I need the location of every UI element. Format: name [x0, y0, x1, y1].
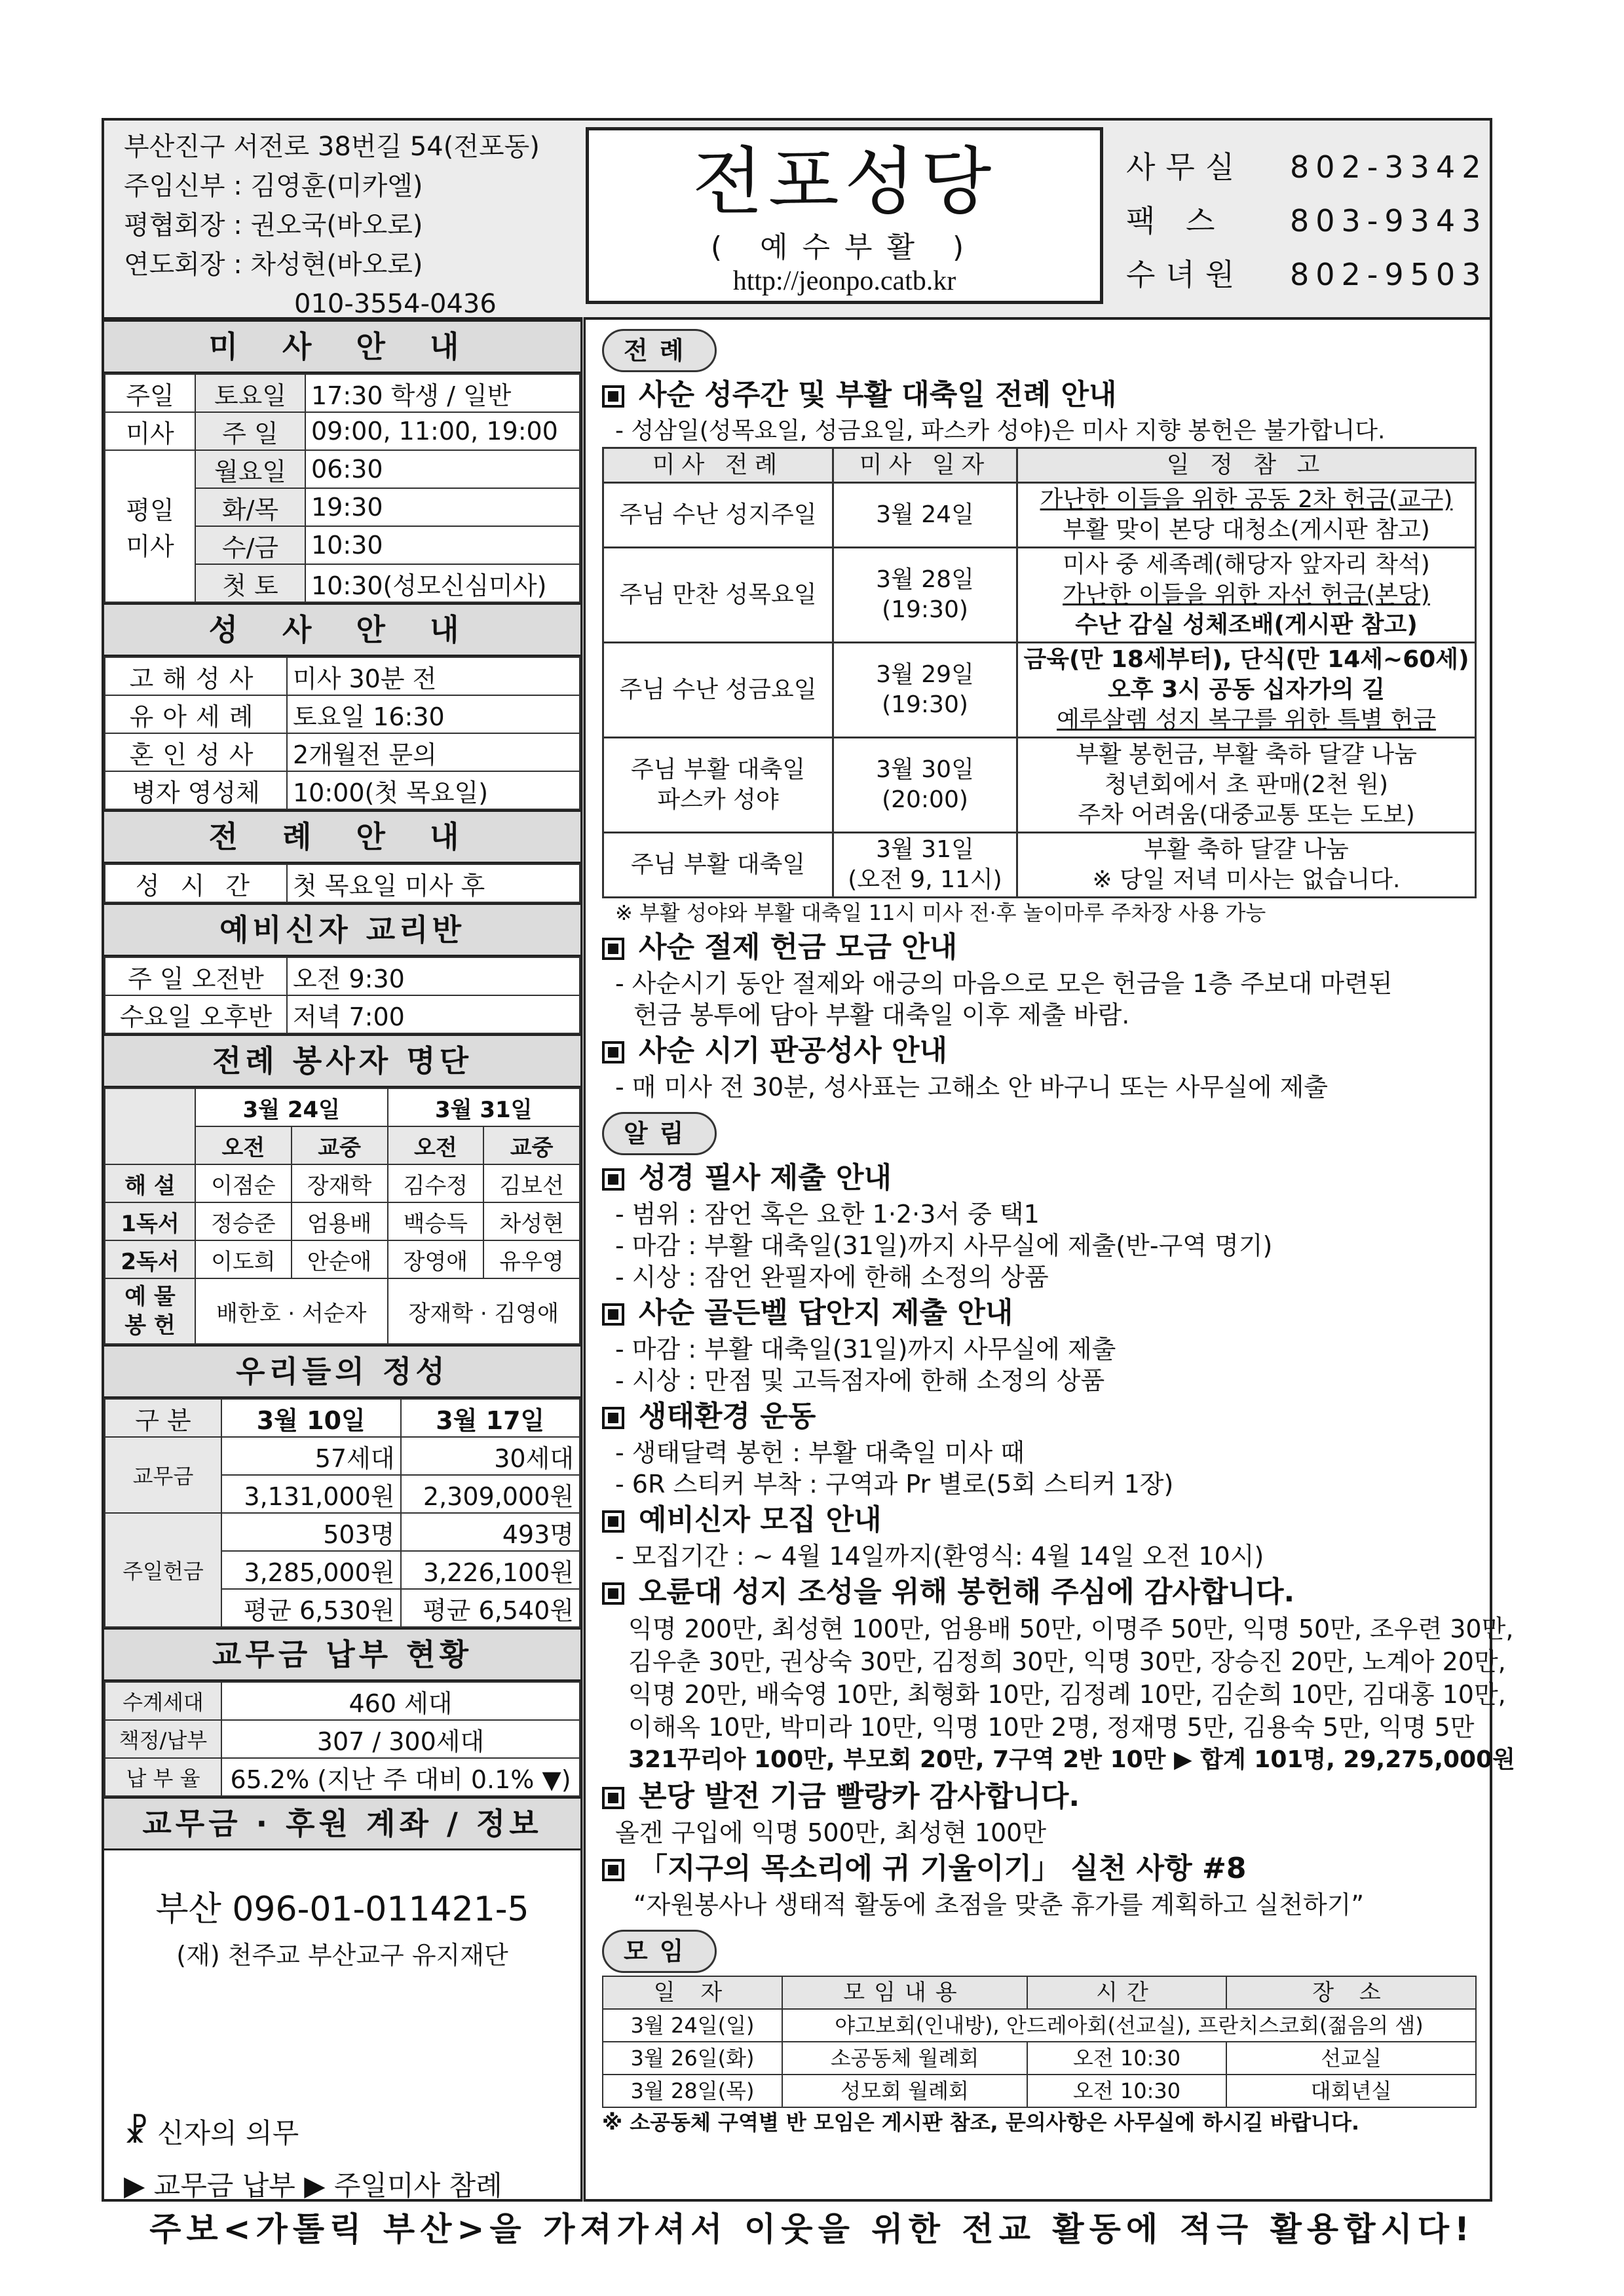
recruit-heading: 예비신자 모집 안내 [589, 1500, 1490, 1540]
tithe-status-title: 교무금 납부 현황 [104, 1628, 580, 1681]
bible-heading: 성경 필사 제출 안내 [589, 1158, 1490, 1198]
council-president: 평협회장 : 권오국(바오로) [124, 210, 423, 240]
table-row: 병자 영성체 10:00(첫 목요일) [105, 771, 580, 809]
servers-table [104, 1088, 580, 1345]
holyweek-footnote: ※ 부활 성야와 부활 대축일 11시 미사 전·후 놀이마루 주차장 사용 가능 [615, 900, 1266, 925]
table-row: 주일헌금 503명 493명 [105, 1513, 580, 1551]
season: ( 예수부활 ) [710, 231, 979, 264]
weekday-label: 평일 미사 [105, 450, 195, 602]
table-row: 1독서 정승준 엄용배 백승득 차성현 [105, 1202, 580, 1240]
table-row: 일 자 모임내용 시간 장 소 [603, 1976, 1476, 2009]
parish-info [124, 127, 540, 324]
table-row: 3,285,000원 3,226,100원 [105, 1551, 580, 1589]
table-row: 평일 미사 월요일 06:30 [105, 450, 580, 488]
donor-line: 익명 20만, 배숙영 10만, 최형화 10만, 김정례 10만, 김순희 10만, 김대홍 10만, [628, 1680, 1506, 1709]
table-row: 교무금 57세대 30세대 [105, 1437, 580, 1475]
catechumen-table [104, 957, 580, 1034]
meeting-pill: 모임 [602, 1930, 717, 1973]
donor-line: 김우춘 30만, 권상숙 30만, 김정희 30만, 익명 30만, 장승진 20만, 노계아 20만, [628, 1647, 1506, 1676]
table-row: 평균 6,530원 평균 6,540원 [105, 1589, 580, 1627]
table-row: 혼인성사 2개월전 문의 [105, 733, 580, 771]
liturgy-title: 전 례 안 내 [104, 810, 580, 864]
table-row: 화/목 19:30 [105, 488, 580, 526]
contacts [1126, 140, 1487, 301]
table-row: 첫 토 10:30(성모신심미사) [105, 564, 580, 602]
square-bullet-icon [602, 1787, 624, 1809]
table-row: 주 일 오전반 오전 9:30 [105, 957, 580, 995]
holyweek-table [602, 447, 1477, 898]
liturgy-table [104, 864, 580, 903]
eco-heading: 생태환경 운동 [589, 1396, 1490, 1437]
title-box [586, 127, 1103, 304]
square-bullet-icon [602, 1510, 624, 1533]
right-column: 전례 사순 성주간 및 부활 대축일 전례 안내 - 성삼일(성목요일, 성금요일, 파스카 성야)은 미사 지향 봉헌은 불가합니다. 미사 전례 미사 일자 일 정 참 고 주님 수난 성지주일 3월 24일 가난한 이들을 위한 공동 2차 헌금(교구) 부활 맞이 본당 대청소(게시판 참고) 주님 만찬 성목요일 3월 28일 (19:30) 미사 중 세족례(해당자 앞자리 착석) 가난한 이들을 위한 자선 헌금(본당) 수난 감실 성체조배(게시판 참고) 주님 수난 성금요일 3월 29일 (19:30) 금육(만 18세부터), 단식(만 14세~60세) 오후 3시 공동 십자가의 길 예루살렘 성지 복구를 위한 특별 헌금 주님 부활 대축일 파스카 성야 3월 30일 (20:00) 부활 봉헌금, 부활 축하 달걀 나눔 청년회에서 초 판매(2천 원) 주차 어려움(대중교통 또는 도보) 주님 부활 대축일 3월 31일 (오전 9, 11시) 부활 축하 달걀 나눔 ※ 당일 저녁 미사는 없습니다. ※ 부활 성야와 부활 대축일 11시 미사 전·후 놀이마루 주차장 사용 가능 사순 절제 헌금 모금 안내 - 사순시기 동안 절제와 애긍의 마음으로 모은 헌금을 1층 주보대 마련된 헌금 봉투에 담아 부활 대축일 이후 제출 바람. 사순 시기 판공성사 안내 - 매 미사 전 30분, 성사표는 고해소 안 바구니 또는 사무실에 제출 알림 성경 필사 제출 안내 - 범위 : 잠언 혹은 요한 1·2·3서 중 택1 - 마감 : 부활 대축일(31일)까지 사무실에 제출(반-구역 명기) - 시상 : 잠언 완필자에 한해 소정의 상품 사순 골든벨 답안지 제출 안내 - 마감 : 부활 대축일(31일)까지 사무실에 제출 - 시상 : 만점 및 고득점자에 한해 소정의 상품 생태환경 운동 - 생태달력 봉헌 : 부활 대축일 미사 때 - 6R 스티커 부착 : 구역과 Pr 별로(5회 스티커 1장) 예비신자 모집 안내 - 모집기간 : ~ 4월 14일까지(환영식: 4월 14일 오전 10시) 오륜대 성지 조성을 위해 봉헌해 주심에 감사합니다. 익명 200만, 최성현 100만, 엄용배 50만, 이명주 50만, 익명 50만, 조우련 30만, 김우춘 30만, 권상숙 30만, 김정희 30만, 익명 30만, 장승진 20만, 노계아 20만, 익명 20만, 배숙영 10만, 최형화 10만, 김정례 10만, 김순희 10만, 김대홍 10만, 이해옥 10만, 박미라 10만, 익명 10만 2명, 정재명 5만, 김용숙 5만, 익명 5만 321꾸리아 100만, 부모회 20만, 7구역 2반 10만 ▶ 합계 101명, 29,275,000원 본당 발전 기금 빨랑카 감사합니다. 올겐 구입에 익명 500만, 최성현 100만 「지구의 목소리에 귀 기울이기」 실천 사항 #8 “자원봉사나 생태적 활동에 초점을 맞춘 휴가를 계획하고 실천하기” 모임 일 자 모임내용 시간 장 소 3월 24일(일) 야고보회(인내방), 안드레아회(선교실), 프란치스코회(젊음의 샘) 3월 26일(화) 소공동체 월례회 오전 10:30 선교실 3월 28일(목) 성모회 월례회 오전 10:30 대회년실 ※ 소공동체 구역별 반 모임은 게시판 참조, 문의사항은 사무실에 하시길 바랍니다. [589, 320, 1490, 2137]
square-bullet-icon [602, 1407, 624, 1429]
bulletin-frame [102, 118, 1515, 2202]
confession-heading: 사순 시기 판공성사 안내 [589, 1031, 1490, 1071]
website-link[interactable]: http://jeonpo.catb.kr [732, 266, 956, 296]
chi-rho-icon: ☧ [124, 2114, 149, 2151]
sacraments-table [104, 657, 580, 810]
church-name: 전포성당 [692, 140, 997, 225]
holyweek-note: - 성삼일(성목요일, 성금요일, 파스카 성야)은 미사 지향 봉헌은 불가합니다. [615, 417, 1386, 444]
table-row: 미사 주 일 09:00, 11:00, 19:00 [105, 412, 580, 450]
table-row: 2독서 이도희 안순애 장영애 유우영 [105, 1240, 580, 1278]
table-row: 3월 26일(화) 소공동체 월례회 오전 10:30 선교실 [603, 2042, 1476, 2075]
table-row: 유아세례 토요일 16:30 [105, 695, 580, 733]
column-divider [580, 317, 586, 2202]
thanks-heading: 오륜대 성지 조성을 위해 봉헌해 주심에 감사합니다. [589, 1572, 1490, 1613]
table-row: 해 설 이점순 장재학 김수정 김보선 [105, 1164, 580, 1202]
donor-line: 이해옥 10만, 박미라 10만, 익명 10만 2명, 정재명 5만, 김용숙 5만, 익명 5만 [628, 1713, 1475, 1742]
meeting-table [602, 1976, 1477, 2108]
account-info [104, 1850, 580, 2093]
lent-heading: 사순 절제 헌금 모금 안내 [589, 927, 1490, 968]
servers-title: 전례 봉사자 명단 [104, 1034, 580, 1088]
table-row: 3,131,000원 2,309,000원 [105, 1475, 580, 1513]
meeting-footnote: ※ 소공동체 구역별 반 모임은 게시판 참조, 문의사항은 사무실에 하시길 바랍니다. [602, 2110, 1360, 2135]
square-bullet-icon [602, 1859, 624, 1881]
catechumen-title: 예비신자 교리반 [104, 903, 580, 957]
donor-line: 익명 200만, 최성현 100만, 엄용배 50만, 이명주 50만, 익명 50만, 조우련 30만, [628, 1615, 1514, 1643]
table-row: 납 부 율 65.2% (지난 주 대비 0.1% ▼) [105, 1758, 580, 1796]
account-number: 부산 096-01-011421-5 [155, 1890, 529, 1929]
table-row: 예 물 봉 헌 배한호 · 서순자 장재학 · 김영애 [105, 1278, 580, 1344]
sunday-label-1: 주일 [105, 374, 195, 412]
sacraments-title: 성 사 안 내 [104, 603, 580, 657]
footer-slogan: 주보<가톨릭 부산>을 가져가셔서 이웃을 위한 전교 활동에 적극 활용합시다! [149, 2210, 1475, 2248]
table-row: 고해성사 미사 30분 전 [105, 657, 580, 695]
square-bullet-icon [602, 1303, 624, 1326]
contact-convent: 수녀원 802-9503 [1126, 257, 1488, 292]
table-row: 책정/납부 307 / 300세대 [105, 1720, 580, 1758]
contact-office: 사무실 802-3342 [1126, 149, 1488, 185]
left-column [104, 320, 580, 2225]
district-phone: 010-3554-0436 [294, 289, 497, 319]
mass-title: 미 사 안 내 [104, 320, 580, 373]
address: 부산진구 서전로 38번길 54(전포동) [124, 132, 540, 162]
table-row: 구 분 3월 10일 3월 17일 [105, 1399, 580, 1437]
header [104, 121, 1490, 320]
district-president: 연도회장 : 차성현(바오로) [124, 250, 423, 280]
duty-items: ▶ 교무금 납부 ▶ 주일미사 참례 [124, 2170, 502, 2202]
table-row: 주님 수난 성금요일 3월 29일 (19:30) 금육(만 18세부터), 단식(만 14세~60세) 오후 3시 공동 십자가의 길 예루살렘 성지 복구를 위한 특별 헌금 [603, 643, 1476, 738]
table-row: 성 시 간 첫 목요일 미사 후 [105, 864, 580, 902]
square-bullet-icon [602, 385, 624, 408]
table-row: 주님 만찬 성목요일 3월 28일 (19:30) 미사 중 세족례(해당자 앞자리 착석) 가난한 이들을 위한 자선 헌금(본당) 수난 감실 성체조배(게시판 참고) [603, 548, 1476, 643]
table-row: 수/금 10:30 [105, 526, 580, 564]
pastor: 주임신부 : 김영훈(미카엘) [124, 171, 423, 201]
holyweek-heading: 사순 성주간 및 부활 대축일 전례 안내 [589, 375, 1490, 415]
table-row: 주님 수난 성지주일 3월 24일 가난한 이들을 위한 공동 2차 헌금(교구) 부활 맞이 본당 대청소(게시판 참고) [603, 483, 1476, 548]
table-row: 3월 28일(목) 성모회 월례회 오전 10:30 대회년실 [603, 2075, 1476, 2107]
table-row: 주님 부활 대축일 파스카 성야 3월 30일 (20:00) 부활 봉헌금, 부활 축하 달걀 나눔 청년회에서 초 판매(2천 원) 주차 어려움(대중교통 또는 도보) [603, 738, 1476, 833]
account-holder: (재) 천주교 부산교구 유지재단 [176, 1941, 508, 1970]
sunday-label-2: 미사 [105, 412, 195, 450]
table-row: 수계세대 460 세대 [105, 1682, 580, 1720]
square-bullet-icon [602, 1041, 624, 1063]
square-bullet-icon [602, 1168, 624, 1191]
tithe-status-table [104, 1681, 580, 1797]
table-row: 3월 24일(일) 야고보회(인내방), 안드레아회(선교실), 프란치스코회(젊음의 샘) [603, 2009, 1476, 2042]
contact-fax: 팩 스 803-9343 [1126, 203, 1488, 239]
table-row: 주님 부활 대축일 3월 31일 (오전 9, 11시) 부활 축하 달걀 나눔 ※ 당일 저녁 미사는 없습니다. [603, 833, 1476, 898]
mass-table [104, 373, 580, 603]
table-row: 주일 토요일 17:30 학생 / 일반 [105, 374, 580, 412]
square-bullet-icon [602, 1582, 624, 1605]
table-row: 수요일 오후반 저녁 7:00 [105, 995, 580, 1033]
goldenbell-heading: 사순 골든벨 답안지 제출 안내 [589, 1293, 1490, 1333]
table-row: 미사 전례 미사 일자 일 정 참 고 [603, 448, 1476, 483]
donor-total: 321꾸리아 100만, 부모회 20만, 7구역 2반 10만 ▶ 합계 101명, 29,275,000원 [628, 1746, 1515, 1773]
notice-pill: 알림 [602, 1112, 717, 1155]
duty-title: 신자의 의무 [157, 2117, 299, 2149]
earth-heading: 「지구의 목소리에 귀 기울이기」 실천 사항 #8 [589, 1848, 1490, 1889]
liturgy-pill: 전례 [602, 329, 717, 372]
offerings-title: 우리들의 정성 [104, 1345, 580, 1398]
account-title: 교무금 · 후원 계좌 / 정보 [104, 1797, 580, 1850]
table-row: 3월 24일 3월 31일 [105, 1088, 580, 1126]
fund-heading: 본당 발전 기금 빨랑카 감사합니다. [589, 1776, 1490, 1817]
square-bullet-icon [602, 938, 624, 960]
table-row: 오전 교중 오전 교중 [105, 1126, 580, 1164]
offerings-table [104, 1398, 580, 1628]
